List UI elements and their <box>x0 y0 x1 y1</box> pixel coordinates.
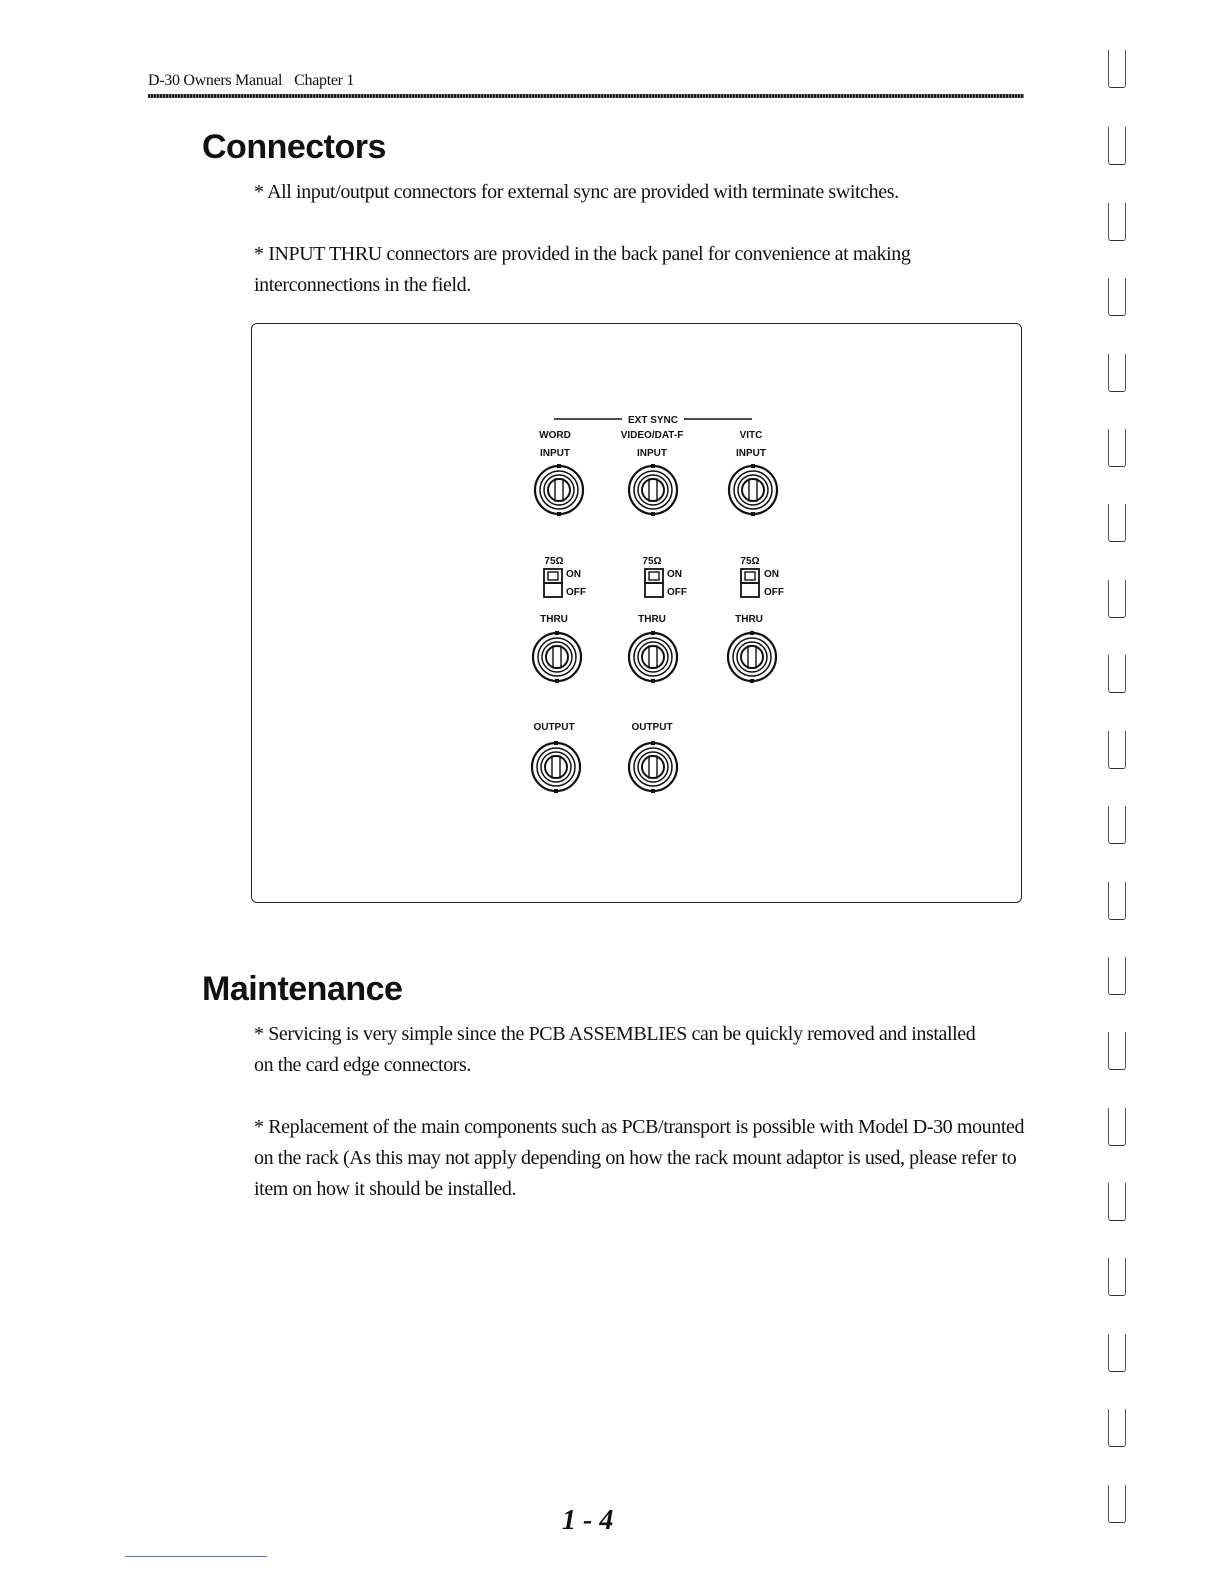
header-manual-title: D-30 Owners Manual <box>148 72 283 89</box>
binder-hole-mark <box>1108 1258 1126 1296</box>
connectors-heading: Connectors <box>202 128 386 166</box>
maintenance-paragraph-1: * Servicing is very simple since the PCB ASSEMBLIES can be quickly removed and installed on the card edge connectors. <box>254 1023 976 1076</box>
bnc-connector-icon <box>728 633 776 681</box>
binder-hole-mark <box>1108 504 1126 542</box>
term-label-word: 75Ω <box>544 556 564 567</box>
bnc-connector-icon <box>629 743 677 791</box>
termination-switch-icon <box>741 569 759 597</box>
page-number: 1 - 4 <box>562 1505 614 1536</box>
binder-hole-mark <box>1108 127 1126 165</box>
termination-switch-icon <box>544 569 562 597</box>
switch-on-label-vitc: ON <box>764 569 779 580</box>
bnc-connector-icon <box>629 466 677 514</box>
binder-hole-mark <box>1108 580 1126 618</box>
term-label-vitc: 75Ω <box>740 556 760 567</box>
switch-on-label-video-dat: ON <box>667 569 682 580</box>
binder-hole-mark <box>1108 354 1126 392</box>
connectors-paragraph-1: * All input/output connectors for external sync are provided with terminate switches. <box>254 181 899 203</box>
binder-hole-mark <box>1108 278 1126 316</box>
binder-hole-mark <box>1108 731 1126 769</box>
column-label-video-dat: VIDEO/DAT-F <box>620 430 684 441</box>
running-header <box>148 72 1024 90</box>
connector-panel-diagram <box>252 324 1023 904</box>
bnc-connector-icon <box>729 466 777 514</box>
binder-hole-mark <box>1108 203 1126 241</box>
binder-hole-mark <box>1108 1334 1126 1372</box>
binder-hole-mark <box>1108 655 1126 693</box>
connector-panel-figure <box>251 323 1022 903</box>
switch-off-label-vitc: OFF <box>764 587 784 598</box>
ext-sync-label: EXT SYNC <box>627 415 679 426</box>
binder-hole-mark <box>1108 429 1126 467</box>
column-label-vitc: VITC <box>739 430 763 441</box>
binder-hole-mark <box>1108 1485 1126 1523</box>
binder-hole-mark <box>1108 882 1126 920</box>
input-label-word: INPUT <box>540 448 570 459</box>
bnc-connector-icon <box>629 633 677 681</box>
binder-hole-mark <box>1108 806 1126 844</box>
termination-switch-icon <box>645 569 663 597</box>
thru-label-video-dat: THRU <box>638 614 666 625</box>
header-chapter: Chapter 1 <box>294 72 355 89</box>
bnc-connector-icon <box>532 743 580 791</box>
input-label-vitc: INPUT <box>736 448 766 459</box>
maintenance-paragraph-2: * Replacement of the main components such as PCB/transport is possible with Model D-30 mounted on the rack (As this may not apply depending on how the rack mount adaptor is used, please refer to item on how it should be installed. <box>254 1116 1025 1200</box>
footer-line <box>125 1556 267 1557</box>
header-rule <box>148 94 1024 98</box>
output-label-word: OUTPUT <box>533 722 575 733</box>
connectors-paragraph-2: * INPUT THRU connectors are provided in the back panel for convenience at making interconnections in the field. <box>254 243 911 296</box>
switch-off-label-video-dat: OFF <box>667 587 687 598</box>
bnc-connector-icon <box>535 466 583 514</box>
output-label-video-dat: OUTPUT <box>631 722 673 733</box>
bnc-connector-icon <box>533 633 581 681</box>
binder-hole-mark <box>1108 1409 1126 1447</box>
binder-hole-mark <box>1108 1183 1126 1221</box>
maintenance-heading: Maintenance <box>202 970 403 1008</box>
switch-on-label-word: ON <box>566 569 581 580</box>
binder-hole-mark <box>1108 1032 1126 1070</box>
switch-off-label-word: OFF <box>566 587 586 598</box>
column-label-word: WORD <box>539 430 571 441</box>
thru-label-word: THRU <box>540 614 568 625</box>
binder-hole-mark <box>1108 50 1126 88</box>
binder-hole-mark <box>1108 1108 1126 1146</box>
binder-hole-mark <box>1108 957 1126 995</box>
thru-label-vitc: THRU <box>735 614 763 625</box>
input-label-video-dat: INPUT <box>637 448 667 459</box>
term-label-video-dat: 75Ω <box>642 556 662 567</box>
